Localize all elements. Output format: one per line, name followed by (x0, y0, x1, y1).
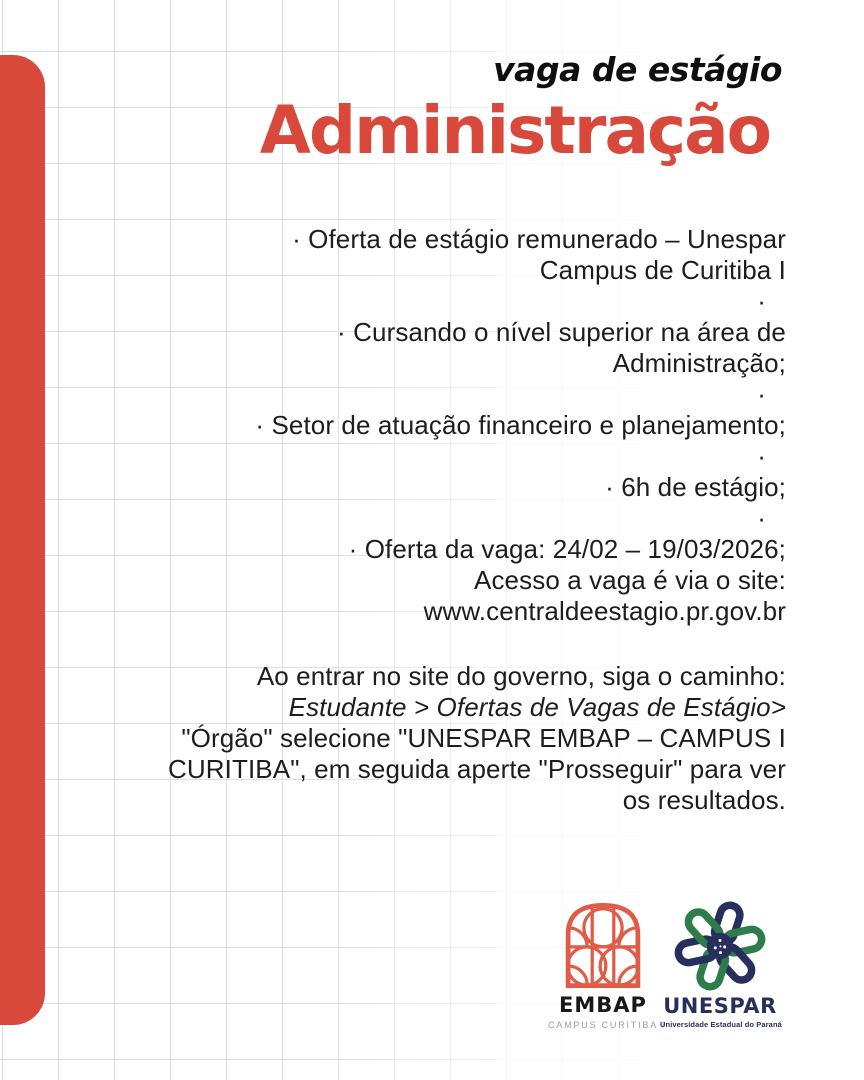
content-line: · Oferta de estágio remunerado – Unespar (292, 224, 786, 254)
unespar-logo-block (660, 899, 780, 1029)
knot-flower-icon (673, 899, 767, 993)
poster-kicker: vaga de estágio (493, 50, 782, 89)
content-line: Ao entrar no site do governo, siga o caminho: (256, 661, 786, 691)
list-separator-dot: · (757, 379, 766, 409)
content-line: · Setor de atuação financeiro e planejamento; (255, 410, 786, 440)
list-separator-dot: · (757, 503, 766, 533)
list-separator-dot: · (757, 286, 766, 316)
arch-window-icon (564, 902, 642, 988)
content-line: · Cursando o nível superior na área de (337, 317, 786, 347)
content-line: Campus de Curitiba I (539, 255, 786, 285)
content-line: os resultados. (622, 785, 786, 815)
content-line: · 6h de estágio; (605, 472, 786, 502)
content-block (80, 224, 786, 816)
embap-wordmark: EMBAP (559, 993, 647, 1017)
unespar-wordmark: UNESPAR (663, 994, 777, 1018)
left-accent-bar (0, 55, 45, 1025)
embap-logo-block (548, 902, 667, 1030)
content-line (80, 627, 786, 661)
content-line: CURITIBA", em seguida aperte "Prosseguir" para ver (168, 754, 786, 784)
embap-campus-label: CAMPUS CURITIBA I (548, 1020, 667, 1030)
content-line: Acesso a vaga é via o site: (474, 565, 786, 595)
content-line: · Oferta da vaga: 24/02 – 19/03/2026; (348, 534, 786, 564)
list-separator-dot: · (757, 441, 766, 471)
poster-title: Administração (259, 92, 770, 169)
content-line: Administração; (612, 348, 786, 378)
content-line: www.centraldeestagio.pr.gov.br (423, 596, 786, 626)
content-line: Estudante > Ofertas de Vagas de Estágio> (288, 692, 786, 722)
unespar-subtitle: Universidade Estadual do Paraná (660, 1020, 782, 1029)
content-line: "Órgão" selecione "UNESPAR EMBAP – CAMPUS I (181, 723, 786, 753)
